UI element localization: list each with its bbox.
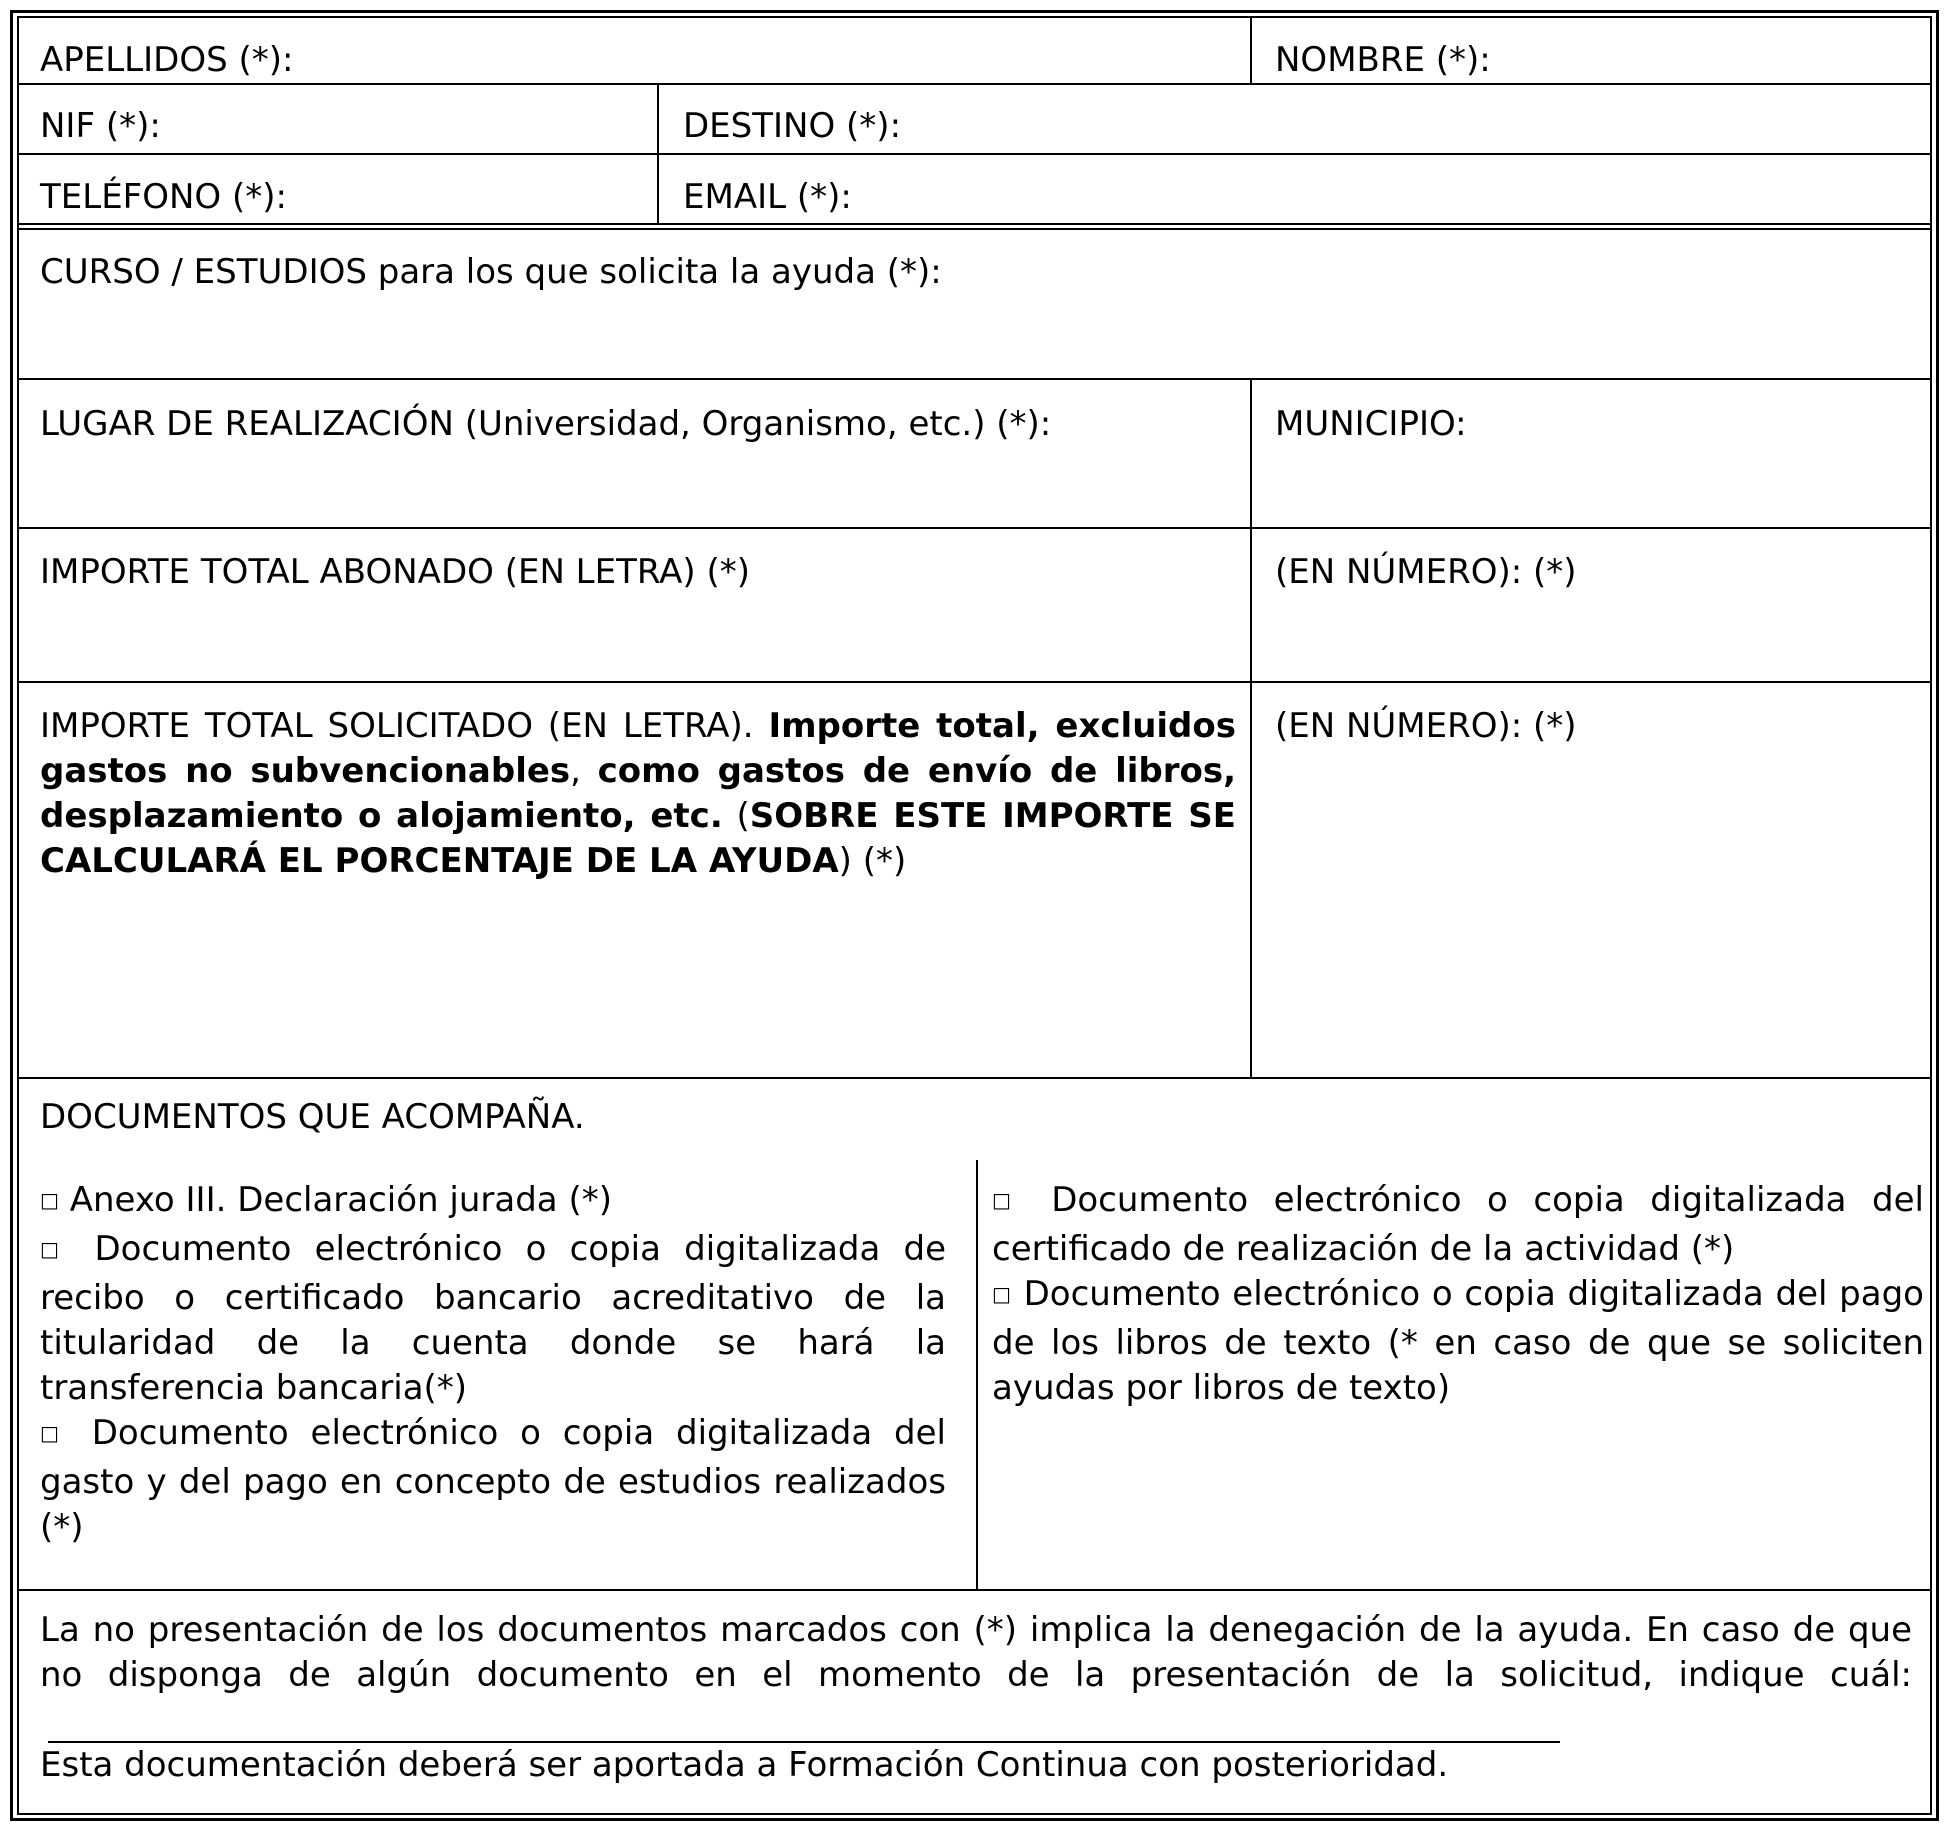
row-divider bbox=[17, 228, 1932, 230]
list-item: □ Documento electrónico o copia digitalizada del certificado de realización de la actividad (*) bbox=[992, 1180, 1924, 1269]
column-divider bbox=[976, 1160, 978, 1590]
importe-solicitado-label: IMPORTE TOTAL SOLICITADO (EN LETRA). Importe total, excluidos gastos no subvencionables, como gastos de envío de libros, desplazamiento o alojamiento, etc. (SOBRE ESTE IMPORTE SE CALCULARÁ EL PORCENTAJE DE LA AYUDA) (*) bbox=[40, 706, 1236, 881]
list-item: □ Documento electrónico o copia digitalizada del gasto y del pago en concepto de estudios realizados (*) bbox=[40, 1413, 946, 1547]
row-divider bbox=[17, 83, 1932, 85]
checkbox-icon[interactable]: □ bbox=[992, 1282, 1012, 1306]
checkbox-icon[interactable]: □ bbox=[992, 1188, 1026, 1212]
row-divider bbox=[17, 378, 1932, 380]
column-divider bbox=[1250, 378, 1252, 1078]
documentos-title: DOCUMENTOS QUE ACOMPAÑA. bbox=[40, 1097, 585, 1137]
row-divider bbox=[17, 1589, 1932, 1591]
nif-field-label: NIF (*): bbox=[40, 106, 161, 146]
row-divider bbox=[17, 681, 1932, 683]
row-divider bbox=[17, 1077, 1932, 1079]
row-divider bbox=[17, 153, 1932, 155]
footer-note: La no presentación de los documentos marcados con (*) implica la denegación de la ayuda. En caso de que no disponga de algún documento en el momento de la presentación de la solicitud, indique cuál: Esta documentación deberá ser aportada a Formación Continua con posterioridad. bbox=[40, 1608, 1912, 1788]
checkbox-icon[interactable]: □ bbox=[40, 1237, 72, 1261]
column-divider bbox=[657, 83, 659, 224]
missing-document-input[interactable] bbox=[48, 1705, 1560, 1743]
checkbox-icon[interactable]: □ bbox=[40, 1421, 70, 1445]
importe-solicitado-numero-label: (EN NÚMERO): (*) bbox=[1275, 706, 1577, 746]
documentos-left-column bbox=[40, 1178, 946, 1550]
footer-note-line: Esta documentación deberá ser aportada a Formación Continua con posterioridad. bbox=[40, 1745, 1449, 1785]
list-item: □ Anexo III. Declaración jurada (*) bbox=[40, 1180, 612, 1220]
email-field-label: EMAIL (*): bbox=[683, 177, 852, 217]
lugar-field-label: LUGAR DE REALIZACIÓN (Universidad, Organismo, etc.) (*): bbox=[40, 404, 1052, 444]
importe-abonado-label: IMPORTE TOTAL ABONADO (EN LETRA) (*) bbox=[40, 552, 750, 592]
column-divider bbox=[1250, 16, 1252, 84]
row-divider bbox=[17, 223, 1932, 225]
list-item: □ Documento electrónico o copia digitalizada de recibo o certificado bancario acreditativo de la titularidad de la cuenta donde se hará la transferencia bancaria(*) bbox=[40, 1229, 947, 1408]
row-divider bbox=[17, 527, 1932, 529]
telefono-field-label: TELÉFONO (*): bbox=[40, 177, 287, 217]
nombre-field-label: NOMBRE (*): bbox=[1275, 40, 1491, 80]
importe-abonado-numero-label: (EN NÚMERO): (*) bbox=[1275, 552, 1577, 592]
destino-field-label: DESTINO (*): bbox=[683, 106, 902, 146]
checkbox-icon[interactable]: □ bbox=[40, 1188, 59, 1212]
list-item: □ Documento electrónico o copia digitalizada del pago de los libros de texto (* en caso de que se soliciten ayudas por libros de texto) bbox=[992, 1274, 1924, 1408]
apellidos-field-label: APELLIDOS (*): bbox=[40, 40, 294, 80]
documentos-right-column bbox=[992, 1178, 1924, 1411]
municipio-field-label: MUNICIPIO: bbox=[1275, 404, 1467, 444]
curso-field-label: CURSO / ESTUDIOS para los que solicita la ayuda (*): bbox=[40, 252, 942, 292]
